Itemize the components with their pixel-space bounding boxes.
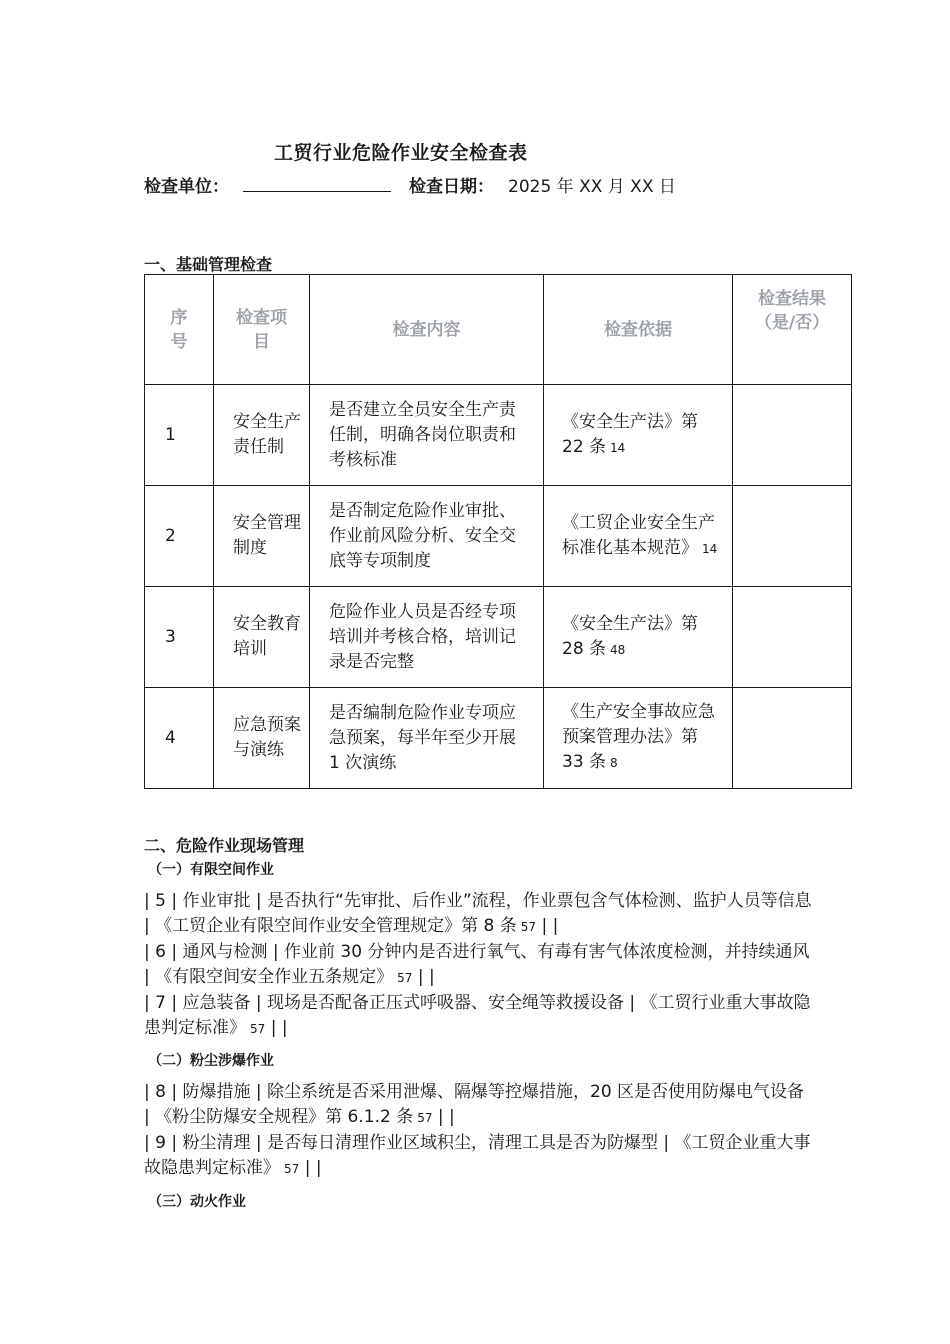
table-row [145,688,852,789]
inspection-date-label: 检查日期： [409,177,494,197]
cell-result[interactable] [733,385,852,486]
cell-seq: 2 [145,486,214,587]
list-item: | 5 | 作业审批 | 是否执行“先审批、后作业”流程，作业票包含气体检测、监护人员等信息 | 《工贸企业有限空间作业安全管理规定》第 8 条 57 | | [144,891,812,936]
document-title: 工贸行业危险作业安全检查表 [274,142,528,164]
cell-seq: 3 [145,587,214,688]
cell-content: 危险作业人员是否经专项培训并考核合格，培训记录是否完整 [310,587,544,688]
cell-seq: 4 [145,688,214,789]
list-item: | 7 | 应急装备 | 现场是否配备正压式呼吸器、安全绳等救援设备 | 《工贸行业重大事故隐患判定标准》 57 | | [144,993,811,1038]
reference-number: 14 [702,541,718,556]
cell-item: 安全生产责任制 [214,385,310,486]
cell-item: 安全教育培训 [214,587,310,688]
inspection-date-value: 2025 年 XX 月 XX 日 [508,177,676,197]
header-meta [144,172,676,197]
cell-item: 应急预案与演练 [214,688,310,789]
confined-space-items [144,889,814,1042]
list-item: | 6 | 通风与检测 | 作业前 30 分钟内是否进行氧气、有毒有害气体浓度检测，并持续通风 | 《有限空间安全作业五条规定》 57 | | [144,942,810,987]
basic-management-table [144,274,852,789]
cell-content: 是否制定危险作业审批、作业前风险分析、安全交底等专项制度 [310,486,544,587]
table-header-row [145,275,852,385]
cell-basis: 《安全生产法》第 22 条 14 [544,385,733,486]
table-row [145,486,852,587]
dust-explosion-items [144,1080,814,1182]
cell-result[interactable] [733,587,852,688]
col-header-result: 检查结果（是/否） [733,275,852,385]
table-row [145,385,852,486]
reference-number: 14 [610,440,626,455]
cell-result[interactable] [733,688,852,789]
section2-heading: 二、危险作业现场管理 [144,836,305,855]
cell-content: 是否编制危险作业专项应急预案，每半年至少开展 1 次演练 [310,688,544,789]
cell-basis: 《安全生产法》第 28 条 48 [544,587,733,688]
cell-basis: 《生产安全事故应急预案管理办法》第 33 条 8 [544,688,733,789]
list-item: | 8 | 防爆措施 | 除尘系统是否采用泄爆、隔爆等控爆措施，20 区是否使用防爆电气设备 | 《粉尘防爆安全规程》第 6.1.2 条 57 | | [144,1082,805,1127]
section1-heading: 一、基础管理检查 [144,255,273,274]
cell-item: 安全管理制度 [214,486,310,587]
inspection-unit-label: 检查单位： [144,177,229,197]
reference-number: 48 [610,642,626,657]
col-header-item: 检查项目 [214,275,310,385]
cell-seq: 1 [145,385,214,486]
list-item: | 9 | 粉尘清理 | 是否每日清理作业区域积尘，清理工具是否为防爆型 | 《工贸企业重大事故隐患判定标准》 57 | | [144,1133,811,1178]
subsection-dust-explosion-heading: （二）粉尘涉爆作业 [148,1053,274,1069]
cell-basis: 《工贸企业安全生产标准化基本规范》 14 [544,486,733,587]
subsection-confined-space-heading: （一）有限空间作业 [148,862,274,878]
col-header-seq: 序号 [145,275,214,385]
cell-result[interactable] [733,486,852,587]
cell-content: 是否建立全员安全生产责任制，明确各岗位职责和考核标准 [310,385,544,486]
inspection-unit-blank [243,175,391,192]
col-header-content: 检查内容 [310,275,544,385]
table-row [145,587,852,688]
reference-number: 8 [610,756,618,770]
subsection-hot-work-heading: （三）动火作业 [148,1194,246,1210]
col-header-basis: 检查依据 [544,275,733,385]
